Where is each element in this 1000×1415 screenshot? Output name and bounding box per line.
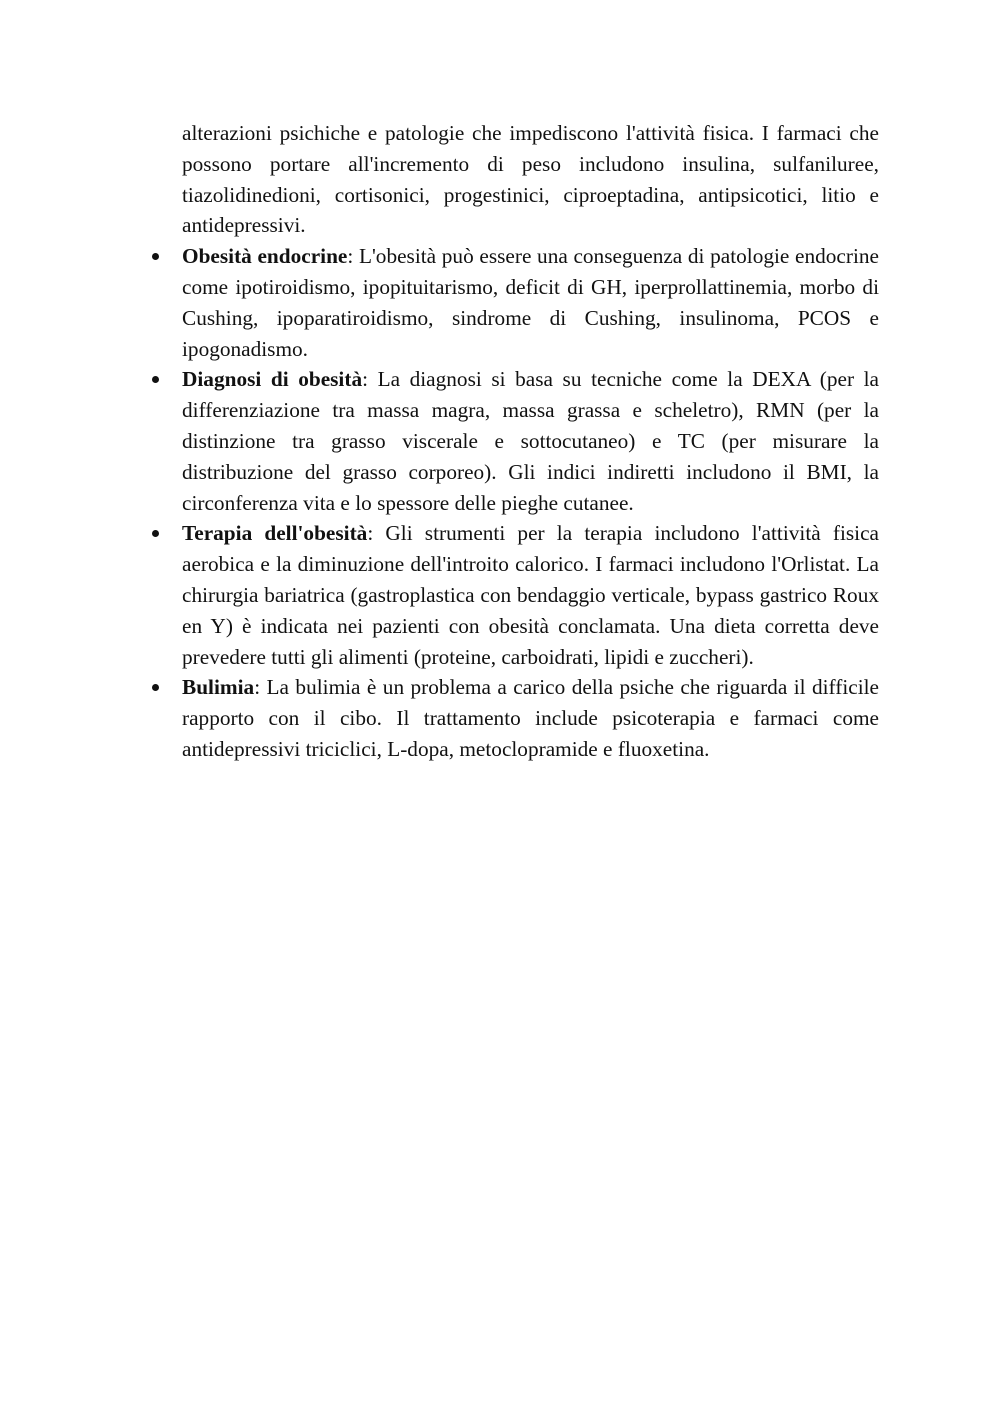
item-term: Bulimia: [182, 675, 255, 700]
bullet-icon: [152, 530, 159, 537]
item-term: Diagnosi di obesità: [182, 367, 363, 392]
list-item-obesita-endocrine: [182, 241, 879, 364]
item-text: : La diagnosi si basa su tecniche come la DEXA (per la differenziazione tra massa magra, massa grassa e scheletro), RMN (per la distinzione tra grasso viscerale e sottocutaneo) e TC (per misurare la distribuzione del grasso corporeo). Gli indici indiretti includono il BMI, la circonferenza vita e lo spessore delle pieghe cutanee.: [182, 367, 879, 515]
list-item-bulimia: [182, 672, 879, 764]
bullet-icon: [152, 253, 159, 260]
item-term: Terapia dell'obesità: [182, 521, 368, 546]
item-term: Obesità endocrine: [182, 244, 348, 269]
list-item-diagnosi-di-obesita: [182, 364, 879, 518]
bullet-icon: [152, 376, 159, 383]
document-body: [182, 118, 879, 765]
item-text: : La bulimia è un problema a carico della psiche che riguarda il difficile rapporto con il cibo. Il trattamento include psicoterapia e farmaci come antidepressivi triciclici, L-dopa, metoclopramide e fluoxetina.: [182, 675, 879, 761]
item-text: : Gli strumenti per la terapia includono l'attività fisica aerobica e la diminuzione dell'introito calorico. I farmaci includono l'Orlistat. La chirurgia bariatrica (gastroplastica con bendaggio verticale, bypass gastrico Roux en Y) è indicata nei pazienti con obesità conclamata. Una dieta corretta deve prevedere tutti gli alimenti (proteine, carboidrati, lipidi e zuccheri).: [182, 521, 879, 669]
list-item-terapia-dell-obesita: [182, 518, 879, 672]
item-text: : L'obesità può essere una conseguenza di patologie endocrine come ipotiroidismo, ipopituitarismo, deficit di GH, iperprollattinemia, morbo di Cushing, ipoparatiroidismo, sindrome di Cushing, insulinoma, PCOS e ipogonadismo.: [182, 244, 879, 361]
continuation-paragraph: alterazioni psichiche e patologie che impediscono l'attività fisica. I farmaci che possono portare all'incremento di peso includono insulina, sulfaniluree, tiazolidinedioni, cortisonici, progestinici, ciproeptadina, antipsicotici, litio e antidepressivi.: [182, 121, 879, 238]
bullet-icon: [152, 684, 159, 691]
bullet-list: [182, 241, 879, 765]
